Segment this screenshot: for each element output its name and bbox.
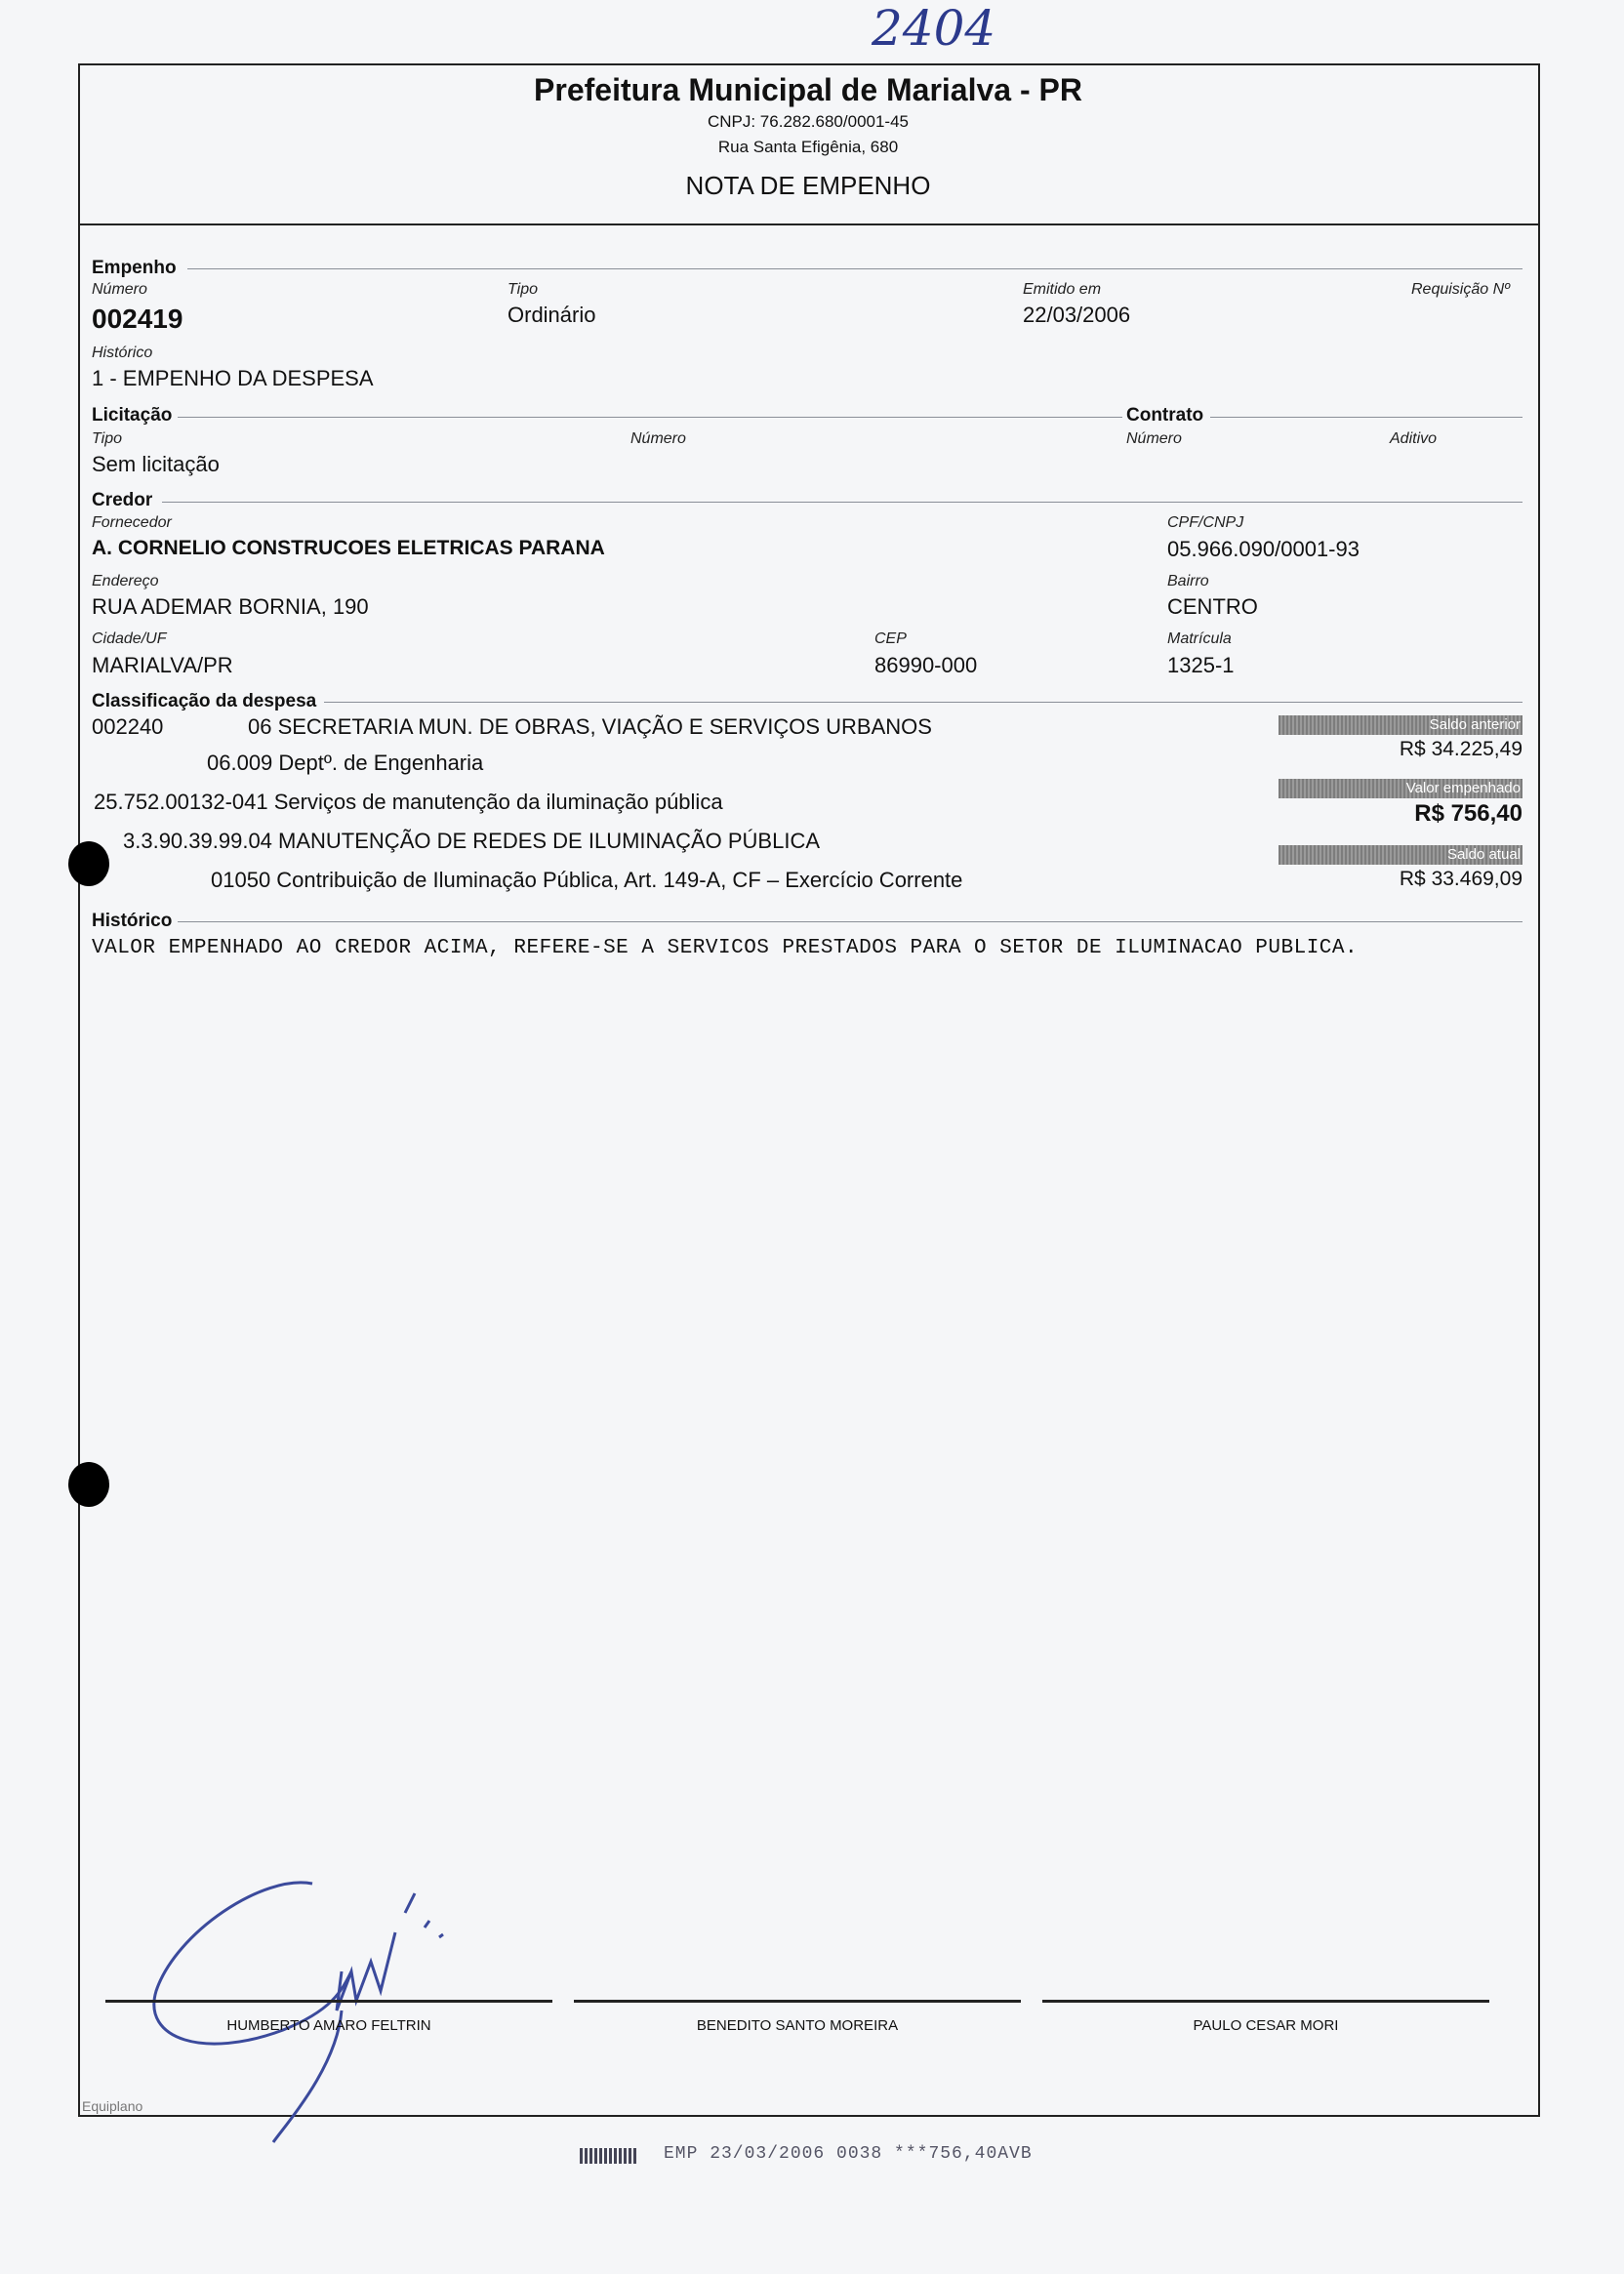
handwritten-number: 2404 xyxy=(872,0,996,57)
contrato-numero-label: Número xyxy=(1126,430,1182,447)
signature-line-1 xyxy=(105,2000,552,2003)
handwritten-signature xyxy=(146,1854,498,2157)
saldo-anterior-value: R$ 34.225,49 xyxy=(1399,738,1522,760)
cep-label: CEP xyxy=(874,630,907,647)
header xyxy=(78,68,1538,201)
endereco-label: Endereço xyxy=(92,573,159,589)
licitacao-rule xyxy=(178,417,1122,418)
fornecedor-name: A. CORNELIO CONSTRUCOES ELETRICAS PARANA xyxy=(92,537,605,559)
funcional-text: 25.752.00132-041 Serviços de manutenção da iluminação pública xyxy=(94,790,723,814)
licitacao-section-title: Licitação xyxy=(92,405,173,426)
valor-empenhado-value: R$ 756,40 xyxy=(1414,800,1522,827)
empenho-emitido: 22/03/2006 xyxy=(1023,303,1131,327)
signature-line-3 xyxy=(1042,2000,1489,2003)
printed-stamp: EMP 23/03/2006 0038 ***756,40AVB xyxy=(664,2144,1033,2164)
empenho-historico: 1 - EMPENHO DA DESPESA xyxy=(92,366,374,390)
address-text: Rua Santa Efigênia, 680 xyxy=(717,138,899,156)
matricula-label: Matrícula xyxy=(1167,630,1232,647)
cpf-cnpj-label: CPF/CNPJ xyxy=(1167,514,1244,531)
historico-section-title: Histórico xyxy=(92,911,173,931)
municipality-title: Prefeitura Municipal de Marialva - PR xyxy=(534,72,1082,107)
empenho-emitido-label: Emitido em xyxy=(1023,281,1102,298)
fornecedor-label: Fornecedor xyxy=(92,514,172,531)
historico-text: VALOR EMPENHADO AO CREDOR ACIMA, REFERE-SE A SERVICOS PRESTADOS PARA O SETOR DE ILUMINACAO PUBLICA. xyxy=(92,937,1359,959)
punch-hole-top xyxy=(68,841,109,886)
valor-empenhado-label: Valor empenhado xyxy=(1279,779,1522,798)
requisicao-label: Requisição Nº xyxy=(1411,281,1510,298)
classificacao-rule xyxy=(324,702,1522,703)
licitacao-tipo: Sem licitação xyxy=(92,452,220,476)
empenho-historico-label: Histórico xyxy=(92,345,153,361)
historico-rule xyxy=(178,921,1522,922)
header-separator xyxy=(78,223,1538,225)
elemento-text: 3.3.90.39.99.04 MANUTENÇÃO DE REDES DE ILUMINAÇÃO PÚBLICA xyxy=(123,829,821,853)
punch-hole-bottom xyxy=(68,1462,109,1507)
recurso-text: 01050 Contribuição de Iluminação Pública, Art. 149-A, CF – Exercício Corrente xyxy=(211,868,963,892)
stamp-logo-mark xyxy=(580,2148,636,2164)
cidade-value: MARIALVA/PR xyxy=(92,653,233,677)
licitacao-numero-label: Número xyxy=(630,430,686,447)
bairro-value: CENTRO xyxy=(1167,594,1258,619)
signature-line-2 xyxy=(574,2000,1021,2003)
signatory-2: BENEDITO SANTO MOREIRA xyxy=(696,2017,899,2034)
empenho-tipo: Ordinário xyxy=(508,303,596,327)
footer-equiplano-label: Equiplano xyxy=(82,2098,143,2114)
bairro-label: Bairro xyxy=(1167,573,1209,589)
endereco-value: RUA ADEMAR BORNIA, 190 xyxy=(92,594,369,619)
contrato-aditivo-label: Aditivo xyxy=(1390,430,1438,447)
empenho-tipo-label: Tipo xyxy=(508,281,538,298)
departamento-text: 06.009 Deptº. de Engenharia xyxy=(207,751,484,775)
saldo-atual-value: R$ 33.469,09 xyxy=(1399,868,1522,890)
cep-value: 86990-000 xyxy=(874,653,978,677)
contrato-section-title: Contrato xyxy=(1126,405,1204,426)
classificacao-code: 002240 xyxy=(92,714,164,739)
licitacao-tipo-label: Tipo xyxy=(92,430,122,447)
credor-rule xyxy=(162,502,1522,503)
document-title: NOTA DE EMPENHO xyxy=(685,171,931,200)
secretaria-text: 06 SECRETARIA MUN. DE OBRAS, VIAÇÃO E SERVIÇOS URBANOS xyxy=(248,714,932,739)
cidade-label: Cidade/UF xyxy=(92,630,167,647)
signatory-3: PAULO CESAR MORI xyxy=(1193,2017,1339,2034)
empenho-numero-label: Número xyxy=(92,281,147,298)
credor-section-title: Credor xyxy=(92,490,153,510)
empenho-rule xyxy=(187,268,1522,269)
saldo-anterior-label: Saldo anterior xyxy=(1279,715,1522,735)
classificacao-section-title: Classificação da despesa xyxy=(92,691,317,711)
cpf-cnpj-value: 05.966.090/0001-93 xyxy=(1167,537,1360,561)
contrato-rule xyxy=(1210,417,1522,418)
cnpj-text: CNPJ: 76.282.680/0001-45 xyxy=(707,112,910,131)
matricula-value: 1325-1 xyxy=(1167,653,1235,677)
empenho-numero: 002419 xyxy=(92,304,183,334)
signatory-1: HUMBERTO AMARO FELTRIN xyxy=(226,2017,431,2034)
saldo-atual-label: Saldo atual xyxy=(1279,845,1522,865)
empenho-section-title: Empenho xyxy=(92,258,177,278)
